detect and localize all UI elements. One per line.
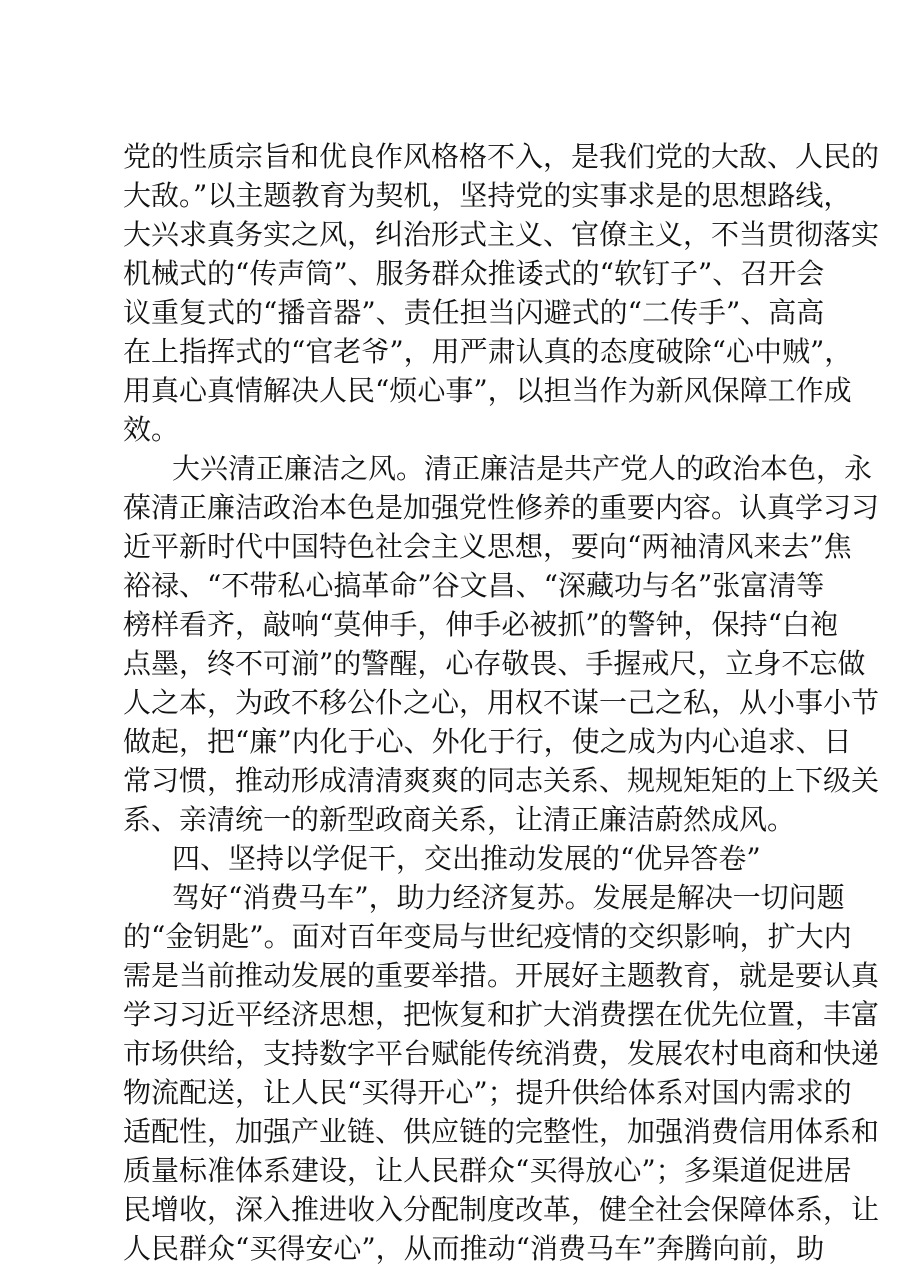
paragraph-line: 用真心真情解决人民“烦心事”，以担当作为新风保障工作成	[123, 374, 852, 407]
paragraph-line: 系、亲清统一的新型政商关系，让清正廉洁蔚然成风。	[123, 803, 796, 836]
paragraph-first-line: 大兴清正廉洁之风。清正廉洁是共产党人的政治本色，永	[172, 452, 873, 485]
paragraph-line: 在上指挥式的“官老爷”，用严肃认真的态度破除“心中贼”，	[123, 335, 853, 368]
paragraph-line: 大敌。”以主题教育为契机，坚持党的实事求是的思想路线，	[123, 179, 852, 212]
paragraph-line: 的“金钥匙”。面对百年变局与世纪疫情的交织影响，扩大内	[123, 920, 852, 953]
paragraph-line: 榜样看齐，敲响“莫伸手，伸手必被抓”的警钟，保持“白袍	[123, 608, 838, 641]
paragraph-line: 人之本，为政不移公仆之心，用权不谋一己之私，从小事小节	[123, 686, 880, 719]
paragraph-line: 质量标准体系建设，让人民群众“买得放心”；多渠道促进居	[123, 1154, 852, 1187]
paragraph-line: 常习惯，推动形成清清爽爽的同志关系、规规矩矩的上下级关	[123, 764, 880, 797]
paragraph-line: 大兴求真务实之风，纠治形式主义、官僚主义，不当贯彻落实	[123, 218, 880, 251]
paragraph-line: 学习习近平经济思想，把恢复和扩大消费摆在优先位置，丰富	[123, 998, 880, 1031]
paragraph-line: 物流配送，让人民“买得开心”；提升供给体系对国内需求的	[123, 1076, 852, 1109]
paragraph-line: 机械式的“传声筒”、服务群众推诿式的“软钉子”、召开会	[123, 257, 825, 290]
paragraph-line: 需是当前推动发展的重要举措。开展好主题教育，就是要认真	[123, 959, 880, 992]
paragraph-line: 市场供给，支持数字平台赋能传统消费，发展农村电商和快递	[123, 1037, 880, 1070]
paragraph-line: 党的性质宗旨和优良作风格格不入，是我们党的大敌、人民的	[123, 140, 880, 173]
paragraph-line: 人民群众“买得安心”，从而推动“消费马车”奔腾向前，助	[123, 1232, 825, 1265]
paragraph-line: 葆清正廉洁政治本色是加强党性修养的重要内容。认真学习习	[123, 491, 880, 524]
paragraph-line: 做起，把“廉”内化于心、外化于行，使之成为内心追求、日	[123, 725, 852, 758]
paragraph-line: 效。	[123, 413, 180, 446]
section-heading: 四、坚持以学促干，交出推动发展的“优异答卷”	[172, 842, 761, 875]
paragraph-line: 民增收，深入推进收入分配制度改革，健全社会保障体系，让	[123, 1193, 880, 1226]
paragraph-line: 议重复式的“播音器”、责任担当闪避式的“二传手”、高高	[123, 296, 825, 329]
paragraph-first-line: 驾好“消费马车”，助力经济复苏。发展是解决一切问题	[172, 881, 845, 914]
paragraph-line: 近平新时代中国特色社会主义思想，要向“两袖清风来去”焦	[123, 530, 852, 563]
paragraph-line: 适配性，加强产业链、供应链的完整性，加强消费信用体系和	[123, 1115, 880, 1148]
paragraph-line: 点墨，终不可湔”的警醒，心存敬畏、手握戒尺，立身不忘做	[123, 647, 866, 680]
paragraph-line: 裕禄、“不带私心搞革命”谷文昌、“深藏功与名”张富清等	[123, 569, 825, 602]
